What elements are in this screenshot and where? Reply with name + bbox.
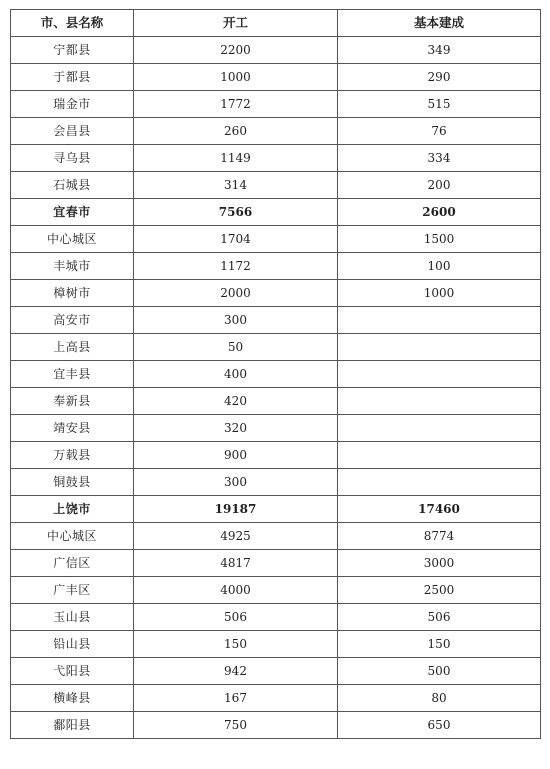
table-row [11, 37, 541, 64]
cell-city-county: 铅山县 [11, 631, 134, 658]
cell-city-county: 寻乌县 [11, 145, 134, 172]
cell-started: 420 [134, 388, 338, 415]
table-row [11, 523, 541, 550]
cell-city-county: 宜春市 [11, 199, 134, 226]
header-basically-completed: 基本建成 [338, 10, 541, 37]
cell-started: 506 [134, 604, 338, 631]
table-row [11, 253, 541, 280]
cell-city-county: 高安市 [11, 307, 134, 334]
cell-city-county: 中心城区 [11, 226, 134, 253]
cell-basically-completed: 80 [338, 685, 541, 712]
cell-started: 19187 [134, 496, 338, 523]
table-row [11, 118, 541, 145]
cell-started: 4817 [134, 550, 338, 577]
cell-started: 4000 [134, 577, 338, 604]
cell-city-county: 弋阳县 [11, 658, 134, 685]
cell-city-county: 上饶市 [11, 496, 134, 523]
cell-started: 400 [134, 361, 338, 388]
table-row [11, 469, 541, 496]
table-row [11, 577, 541, 604]
cell-started: 320 [134, 415, 338, 442]
cell-started: 1149 [134, 145, 338, 172]
cell-started: 314 [134, 172, 338, 199]
cell-started: 1704 [134, 226, 338, 253]
cell-basically-completed: 500 [338, 658, 541, 685]
cell-basically-completed: 150 [338, 631, 541, 658]
table-row [11, 550, 541, 577]
cell-basically-completed: 1500 [338, 226, 541, 253]
table-row [11, 685, 541, 712]
cell-city-county: 广信区 [11, 550, 134, 577]
cell-started: 942 [134, 658, 338, 685]
cell-basically-completed [338, 334, 541, 361]
cell-basically-completed: 76 [338, 118, 541, 145]
cell-basically-completed: 290 [338, 64, 541, 91]
cell-basically-completed: 8774 [338, 523, 541, 550]
cell-city-county: 丰城市 [11, 253, 134, 280]
cell-city-county: 上高县 [11, 334, 134, 361]
cell-city-county: 铜鼓县 [11, 469, 134, 496]
cell-started: 150 [134, 631, 338, 658]
cell-basically-completed: 349 [338, 37, 541, 64]
housing-table [10, 9, 541, 739]
cell-started: 50 [134, 334, 338, 361]
cell-basically-completed [338, 469, 541, 496]
table-row [11, 145, 541, 172]
table-row [11, 712, 541, 739]
cell-basically-completed: 515 [338, 91, 541, 118]
cell-city-county: 会昌县 [11, 118, 134, 145]
cell-basically-completed: 2500 [338, 577, 541, 604]
cell-started: 7566 [134, 199, 338, 226]
table-row [11, 361, 541, 388]
table-row [11, 172, 541, 199]
cell-basically-completed [338, 307, 541, 334]
cell-started: 750 [134, 712, 338, 739]
cell-city-county: 石城县 [11, 172, 134, 199]
table-row [11, 307, 541, 334]
cell-basically-completed: 3000 [338, 550, 541, 577]
cell-city-county: 横峰县 [11, 685, 134, 712]
cell-started: 300 [134, 469, 338, 496]
cell-basically-completed [338, 415, 541, 442]
cell-started: 1000 [134, 64, 338, 91]
table-row [11, 631, 541, 658]
cell-basically-completed [338, 388, 541, 415]
cell-basically-completed [338, 361, 541, 388]
header-started: 开工 [134, 10, 338, 37]
cell-city-county: 鄱阳县 [11, 712, 134, 739]
cell-started: 900 [134, 442, 338, 469]
cell-city-county: 玉山县 [11, 604, 134, 631]
cell-basically-completed: 1000 [338, 280, 541, 307]
cell-basically-completed: 100 [338, 253, 541, 280]
table-row [11, 658, 541, 685]
table-row [11, 334, 541, 361]
cell-city-county: 樟树市 [11, 280, 134, 307]
cell-city-county: 靖安县 [11, 415, 134, 442]
cell-city-county: 宁都县 [11, 37, 134, 64]
table-row-city-subtotal [11, 496, 541, 523]
cell-city-county: 奉新县 [11, 388, 134, 415]
table-row-city-subtotal [11, 199, 541, 226]
cell-city-county: 瑞金市 [11, 91, 134, 118]
table-row [11, 388, 541, 415]
table-row [11, 280, 541, 307]
cell-started: 300 [134, 307, 338, 334]
cell-started: 2000 [134, 280, 338, 307]
cell-basically-completed: 650 [338, 712, 541, 739]
cell-city-county: 万载县 [11, 442, 134, 469]
cell-started: 1772 [134, 91, 338, 118]
cell-basically-completed: 17460 [338, 496, 541, 523]
table-row [11, 442, 541, 469]
table-header [11, 10, 541, 37]
table-row [11, 226, 541, 253]
cell-started: 2200 [134, 37, 338, 64]
header-city-county: 市、县名称 [11, 10, 134, 37]
cell-basically-completed: 506 [338, 604, 541, 631]
header-row [11, 10, 541, 37]
cell-city-county: 于都县 [11, 64, 134, 91]
table-row [11, 91, 541, 118]
cell-started: 1172 [134, 253, 338, 280]
cell-city-county: 宜丰县 [11, 361, 134, 388]
cell-basically-completed: 2600 [338, 199, 541, 226]
cell-basically-completed: 200 [338, 172, 541, 199]
cell-started: 167 [134, 685, 338, 712]
table-row [11, 604, 541, 631]
cell-basically-completed: 334 [338, 145, 541, 172]
table-row [11, 64, 541, 91]
cell-started: 260 [134, 118, 338, 145]
cell-started: 4925 [134, 523, 338, 550]
cell-city-county: 广丰区 [11, 577, 134, 604]
table-body [11, 37, 541, 739]
cell-basically-completed [338, 442, 541, 469]
cell-city-county: 中心城区 [11, 523, 134, 550]
table-row [11, 415, 541, 442]
